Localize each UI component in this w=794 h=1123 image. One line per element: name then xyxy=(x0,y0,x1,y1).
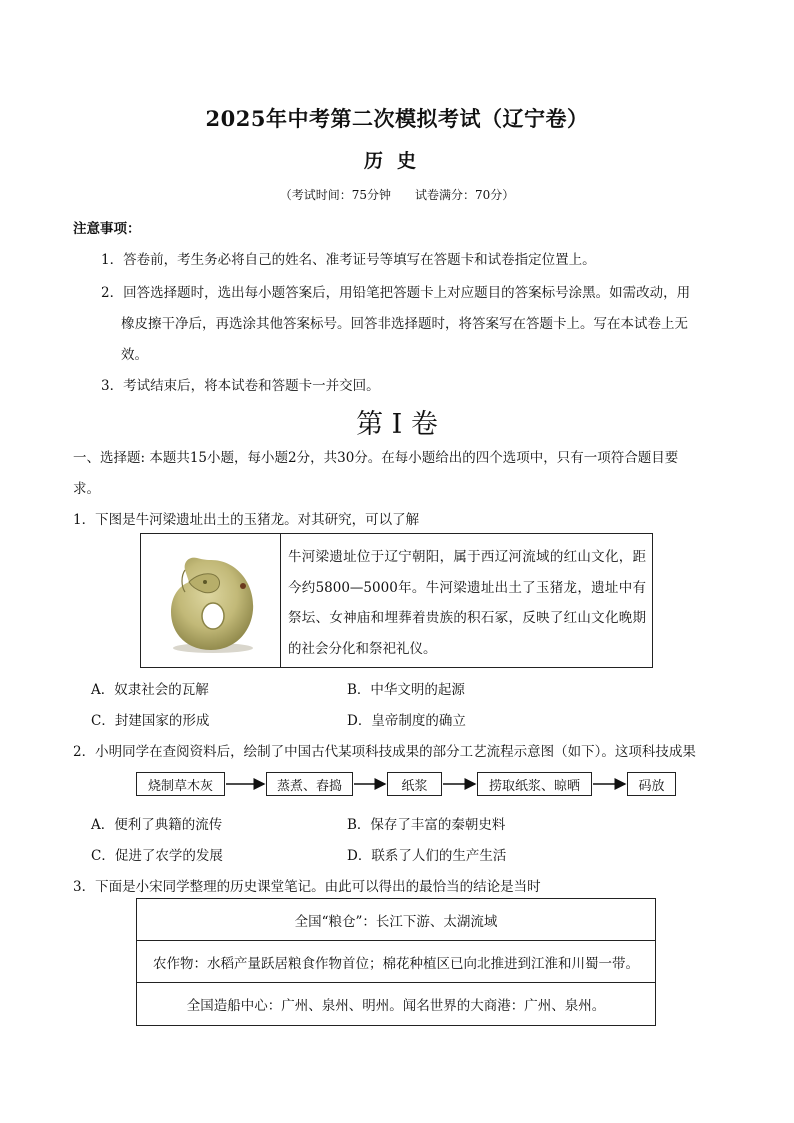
q1-passage: 牛河梁遗址位于辽宁朝阳，属于西辽河流域的红山文化，距今约5800—5000年。牛河梁遗址出土了玉猪龙，遗址中有祭坛、女神庙和埋葬着贵族的积石冢，反映了红山文化晚期的社会分化和祭祀礼仪。 xyxy=(288,549,646,657)
q3-notes-table xyxy=(136,898,656,1026)
notice-item-3: 3．考试结束后，将本试卷和答题卡一并交回。 xyxy=(101,378,380,394)
subject-title: 历史 xyxy=(363,150,430,172)
notice-item-2-line-2: 橡皮擦干净后，再选涂其他答案标号。回答非选择题时，将答案写在答题卡上。写在本试卷上无 xyxy=(121,316,688,332)
q3-notes-row-2: 农作物：水稻产量跃居粮食作物首位；棉花种植区已向北推进到江淮和川蜀一带。 xyxy=(137,941,655,983)
q2-stem: 2．小明同学在查阅资料后，绘制了中国古代某项科技成果的部分工艺流程示意图（如下）。这项科技成果 xyxy=(73,744,696,760)
q1-option-a[interactable]: A．奴隶社会的瓦解 xyxy=(91,682,209,698)
notice-item-2-line-3: 效。 xyxy=(121,347,148,363)
notice-item-1: 1．答卷前，考生务必将自己的姓名、准考证号等填写在答题卡和试卷指定位置上。 xyxy=(101,252,596,268)
q3-stem: 3．下面是小宋同学整理的历史课堂笔记。由此可以得出的最恰当的结论是当时 xyxy=(73,879,541,895)
q2-option-a[interactable]: A．便利了典籍的流传 xyxy=(91,817,223,833)
flow-step-1: 烧制草木灰 xyxy=(136,772,225,796)
flow-step-4: 捞取纸浆、晾晒 xyxy=(477,772,592,796)
q2-option-b[interactable]: B．保存了丰富的秦朝史料 xyxy=(347,817,506,833)
flow-step-2: 蒸煮、舂捣 xyxy=(266,772,353,796)
notice-heading: 注意事项： xyxy=(73,221,141,237)
q2-option-d[interactable]: D．联系了人们的生产生活 xyxy=(347,848,507,864)
volume-title: 第 I 卷 xyxy=(356,409,438,440)
q2-option-c[interactable]: C．促进了农学的发展 xyxy=(91,848,223,864)
q3-notes-row-3: 全国造船中心：广州、泉州、明州。闻名世界的大商港：广州、泉州。 xyxy=(186,998,606,1014)
section-1-intro-line-2: 求。 xyxy=(73,481,100,497)
exam-title: 2025年中考第二次模拟考试（辽宁卷） xyxy=(205,106,589,131)
flow-step-3: 纸浆 xyxy=(387,772,442,796)
q1-stem: 1．下图是牛河梁遗址出土的玉猪龙。对其研究，可以了解 xyxy=(73,512,420,528)
q1-option-d[interactable]: D．皇帝制度的确立 xyxy=(347,713,466,729)
notice-item-2-line-1: 2．回答选择题时，选出每小题答案后，用铅笔把答题卡上对应题目的答案标号涂黑。如需改动，用 xyxy=(101,285,691,301)
q1-option-b[interactable]: B．中华文明的起源 xyxy=(347,682,465,698)
exam-info: （考试时间：75分钟 试卷满分：70分） xyxy=(279,188,515,202)
q1-option-c[interactable]: C．封建国家的形成 xyxy=(91,713,210,729)
q3-notes-row-1: 全国“粮仓”：长江下游、太湖流域 xyxy=(137,899,655,941)
flow-step-5: 码放 xyxy=(627,772,676,796)
section-1-intro-line-1: 一、选择题: 本题共15小题，每小题2分，共30分。在每小题给出的四个选项中，只有一项符合题目要 xyxy=(73,450,679,466)
